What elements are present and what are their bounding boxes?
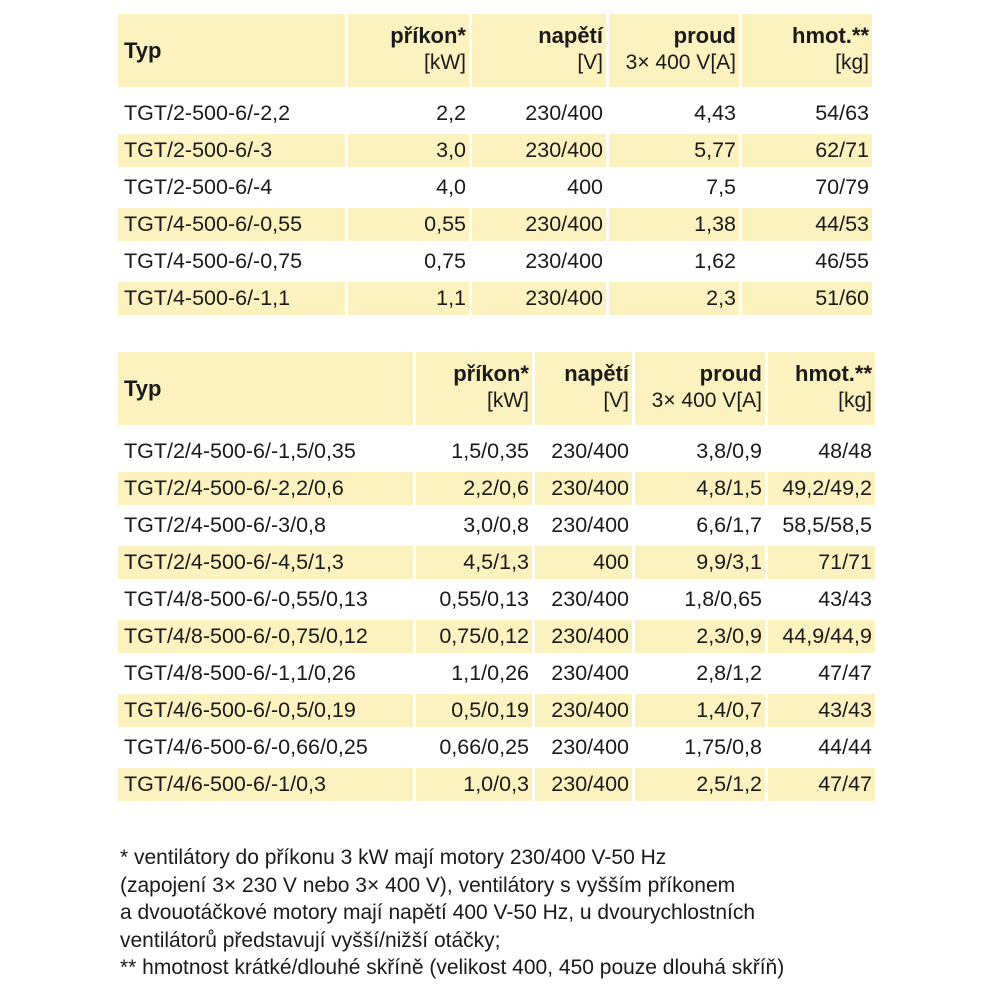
cell-prikon: 3,0 [348, 134, 469, 167]
cell-proud: 4,43 [694, 100, 736, 125]
header-prikon [416, 352, 532, 425]
header-proud [609, 14, 739, 87]
cell-proud: 5,77 [609, 134, 739, 167]
table-row [118, 731, 875, 764]
table-row [118, 509, 875, 542]
cell-typ: TGT/4-500-6/-0,75 [124, 248, 303, 273]
cell-typ: TGT/4-500-6/-0,55 [118, 208, 345, 241]
cell-typ: TGT/4-500-6/-1,1 [118, 282, 345, 315]
header-napeti [535, 352, 632, 425]
table-row [118, 583, 875, 616]
cell-typ: TGT/4/6-500-6/-1/0,3 [118, 768, 413, 801]
cell-proud: 6,6/1,7 [696, 512, 762, 537]
cell-napeti: 230/400 [551, 512, 629, 537]
cell-hmot: 47/47 [768, 768, 875, 801]
header-napeti-unit: [V] [603, 389, 629, 412]
cell-prikon: 4,5/1,3 [416, 546, 532, 579]
header-proud [635, 352, 765, 425]
cell-prikon: 0,55/0,13 [439, 586, 529, 611]
footnote-line: a dvouotáčkové motory mají napětí 400 V-50 Hz, u dvourychlostních [120, 901, 756, 925]
header-prikon-label: příkon* [453, 361, 529, 386]
footnote-line: ventilátorů představují vyšší/nižší otáčky; [120, 928, 501, 952]
cell-napeti: 230/400 [535, 620, 632, 653]
table-row [118, 208, 872, 241]
table-row [118, 546, 875, 579]
cell-typ: TGT/4/6-500-6/-0,5/0,19 [118, 694, 413, 727]
cell-hmot: 47/47 [818, 660, 872, 685]
cell-typ: TGT/2-500-6/-2,2 [124, 100, 291, 125]
cell-prikon: 0,75 [424, 248, 466, 273]
cell-proud: 3,8/0,9 [696, 438, 762, 463]
header-hmot [742, 14, 872, 87]
cell-prikon: 2,2 [436, 100, 466, 125]
cell-hmot: 49,2/49,2 [768, 472, 875, 505]
cell-typ: TGT/4/8-500-6/-1,1/0,26 [124, 660, 356, 685]
header-napeti-label: napětí [538, 23, 603, 48]
cell-napeti: 230/400 [551, 660, 629, 685]
cell-proud: 2,8/1,2 [696, 660, 762, 685]
cell-hmot: 58,5/58,5 [782, 512, 872, 537]
cell-hmot: 46/55 [815, 248, 869, 273]
cell-prikon: 1,5/0,35 [451, 438, 529, 463]
table-row [118, 245, 872, 278]
table-header-row [118, 14, 872, 87]
header-prikon [348, 14, 469, 87]
header-typ: Typ [118, 14, 345, 87]
cell-typ: TGT/2/4-500-6/-1,5/0,35 [124, 438, 356, 463]
cell-hmot: 43/43 [768, 694, 875, 727]
cell-napeti: 230/400 [472, 282, 606, 315]
cell-napeti: 230/400 [472, 134, 606, 167]
header-proud-unit: 3× 400 V[A] [651, 389, 762, 412]
header-proud-label: proud [673, 23, 736, 48]
cell-prikon: 2,2/0,6 [416, 472, 532, 505]
header-prikon-unit: [kW] [424, 51, 466, 74]
table-row [118, 97, 872, 130]
cell-typ: TGT/2-500-6/-3 [118, 134, 345, 167]
cell-napeti: 230/400 [551, 734, 629, 759]
cell-napeti: 230/400 [525, 248, 603, 273]
footnote-line: ** hmotnost krátké/dlouhé skříně (velikost 400, 450 pouze dlouhá skříň) [120, 956, 785, 980]
cell-hmot: 70/79 [815, 174, 869, 199]
cell-typ: TGT/2/4-500-6/-3/0,8 [124, 512, 326, 537]
cell-hmot: 54/63 [815, 100, 869, 125]
header-napeti-unit: [V] [577, 51, 603, 74]
header-typ: Typ [118, 352, 413, 425]
cell-napeti: 400 [535, 546, 632, 579]
cell-proud: 1,38 [609, 208, 739, 241]
cell-napeti: 230/400 [535, 768, 632, 801]
header-hmot-unit: [kg] [838, 389, 872, 412]
cell-prikon: 0,66/0,25 [439, 734, 529, 759]
cell-typ: TGT/2-500-6/-4 [124, 174, 273, 199]
table-row [118, 171, 872, 204]
footnote-line: (zapojení 3× 230 V nebo 3× 400 V), ventilátory s vyšším příkonem [120, 873, 736, 897]
header-hmot-label: hmot.** [792, 23, 869, 48]
table-row [118, 282, 872, 315]
cell-proud: 9,9/3,1 [635, 546, 765, 579]
cell-proud: 2,5/1,2 [635, 768, 765, 801]
cell-prikon: 1,1 [348, 282, 469, 315]
cell-proud: 1,62 [694, 248, 736, 273]
table-row [118, 768, 875, 801]
cell-prikon: 0,75/0,12 [416, 620, 532, 653]
cell-typ: TGT/2/4-500-6/-4,5/1,3 [118, 546, 413, 579]
footnote [120, 844, 940, 982]
header-prikon-unit: [kW] [487, 389, 529, 412]
cell-hmot: 44/53 [742, 208, 872, 241]
cell-hmot: 48/48 [818, 438, 872, 463]
cell-prikon: 4,0 [436, 174, 466, 199]
cell-hmot: 44,9/44,9 [768, 620, 875, 653]
header-proud-unit: 3× 400 V[A] [625, 51, 736, 74]
cell-napeti: 230/400 [525, 100, 603, 125]
cell-napeti: 230/400 [551, 586, 629, 611]
table-row [118, 694, 875, 727]
cell-typ: TGT/2/4-500-6/-2,2/0,6 [118, 472, 413, 505]
header-hmot [768, 352, 875, 425]
cell-napeti: 230/400 [535, 694, 632, 727]
cell-hmot: 62/71 [742, 134, 872, 167]
cell-proud: 4,8/1,5 [635, 472, 765, 505]
cell-typ: TGT/4/8-500-6/-0,75/0,12 [118, 620, 413, 653]
table-header-row [118, 352, 875, 425]
table-row [118, 134, 872, 167]
footnote-line: * ventilátory do příkonu 3 kW mají motory 230/400 V-50 Hz [120, 846, 667, 869]
cell-hmot: 44/44 [818, 734, 872, 759]
cell-prikon: 3,0/0,8 [463, 512, 529, 537]
table-row [118, 657, 875, 690]
cell-prikon: 0,5/0,19 [416, 694, 532, 727]
cell-prikon: 1,1/0,26 [451, 660, 529, 685]
cell-typ: TGT/4/8-500-6/-0,55/0,13 [124, 586, 368, 611]
cell-proud: 7,5 [706, 174, 736, 199]
header-hmot-label: hmot.** [795, 361, 872, 386]
specs-table-two-speed [118, 352, 875, 805]
table-row [118, 472, 875, 505]
header-napeti-label: napětí [564, 361, 629, 386]
cell-typ: TGT/4/6-500-6/-0,66/0,25 [124, 734, 368, 759]
cell-prikon: 1,0/0,3 [416, 768, 532, 801]
cell-proud: 1,4/0,7 [635, 694, 765, 727]
cell-napeti: 230/400 [551, 438, 629, 463]
header-hmot-unit: [kg] [835, 51, 869, 74]
cell-proud: 1,75/0,8 [684, 734, 762, 759]
cell-proud: 2,3/0,9 [635, 620, 765, 653]
header-napeti [472, 14, 606, 87]
cell-proud: 2,3 [609, 282, 739, 315]
cell-prikon: 0,55 [348, 208, 469, 241]
specs-table-single-speed [118, 14, 872, 319]
table-row [118, 435, 875, 468]
cell-napeti: 400 [567, 174, 603, 199]
header-proud-label: proud [699, 361, 762, 386]
cell-hmot: 71/71 [768, 546, 875, 579]
cell-hmot: 51/60 [742, 282, 872, 315]
header-prikon-label: příkon* [390, 23, 466, 48]
cell-napeti: 230/400 [535, 472, 632, 505]
table-row [118, 620, 875, 653]
cell-hmot: 43/43 [818, 586, 872, 611]
cell-napeti: 230/400 [472, 208, 606, 241]
cell-proud: 1,8/0,65 [684, 586, 762, 611]
